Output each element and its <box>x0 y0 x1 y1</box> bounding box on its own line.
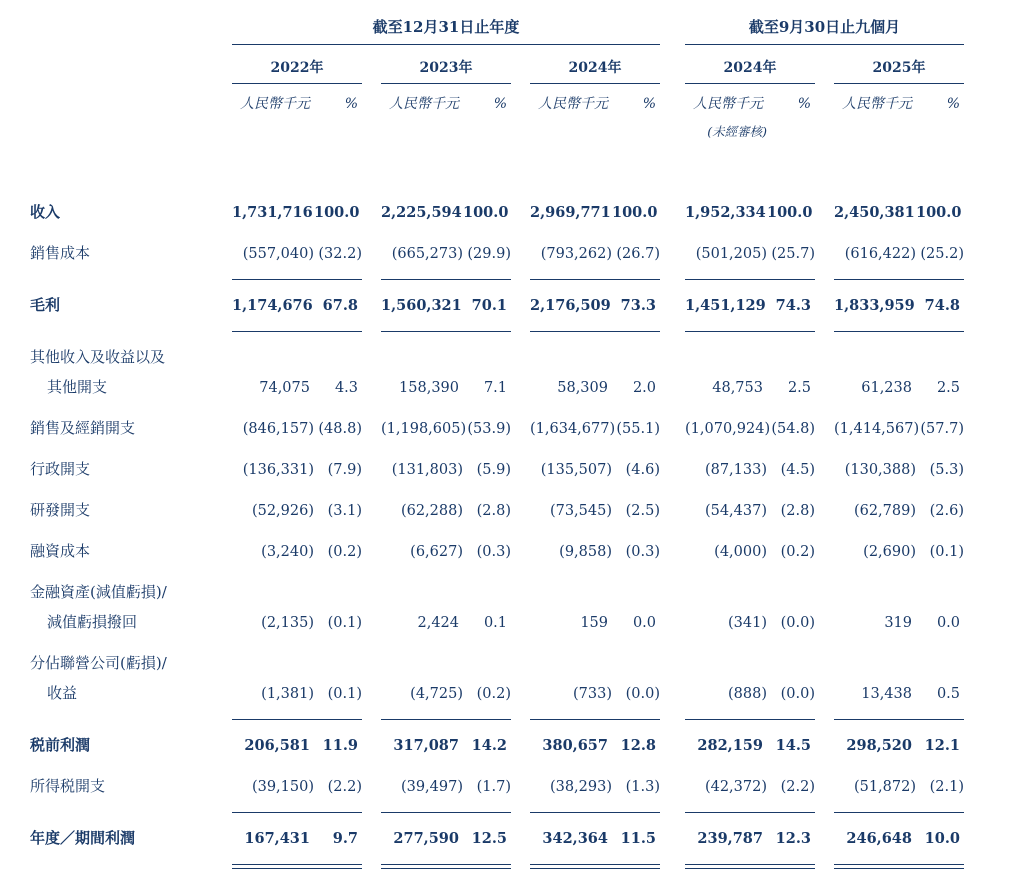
row-label: 分佔聯營公司(虧損)/ <box>30 654 167 672</box>
year-group <box>530 777 660 797</box>
percent-cell: (0.2) <box>327 544 362 560</box>
year-group <box>834 460 964 480</box>
row-label: 所得税開支 <box>30 777 106 795</box>
year-header-2023: 2023年 <box>381 45 511 84</box>
year-group <box>530 203 660 223</box>
double-rule-segment <box>834 864 964 869</box>
amount-cell: (665,273) <box>391 246 463 262</box>
table-row-finance-costs <box>30 531 999 572</box>
percent-cell: (0.0) <box>625 686 660 702</box>
amount-cell: 380,657 <box>542 737 608 754</box>
year-group <box>685 684 815 704</box>
amount-cell: (4,725) <box>410 686 463 702</box>
double-rule-segment <box>381 864 511 869</box>
year-group <box>685 613 815 633</box>
percent-cell: 74.3 <box>775 297 811 314</box>
year-group <box>232 829 362 849</box>
amount-cell: (3,240) <box>261 544 314 560</box>
amount-cell: (1,198,605) <box>381 421 467 437</box>
double-rule-segment <box>685 864 815 869</box>
percent-cell: 100.0 <box>767 204 813 221</box>
year-group <box>685 777 815 797</box>
percent-cell: (53.9) <box>467 421 511 437</box>
year-group <box>381 203 511 223</box>
double-rule-bottom <box>30 859 999 874</box>
rule-segment <box>685 812 815 813</box>
year-header-2025: 2025年 <box>834 45 964 84</box>
amount-cell: 167,431 <box>244 830 310 847</box>
rule-segment <box>232 719 362 720</box>
percent-cell: (1.7) <box>476 779 511 795</box>
amount-cell: 2,424 <box>417 615 459 631</box>
amount-cell: 277,590 <box>393 830 459 847</box>
row-label: 銷售及經銷開支 <box>30 419 136 437</box>
percent-cell: (48.8) <box>318 421 362 437</box>
table-row-other-income-label <box>30 337 999 367</box>
year-group <box>685 736 815 756</box>
amount-cell: (136,331) <box>242 462 314 478</box>
subheader-group <box>834 94 964 114</box>
amount-cell: 1,560,321 <box>381 297 462 314</box>
subheader-group <box>381 94 511 114</box>
percent-cell: (2.2) <box>780 779 815 795</box>
rule-segment <box>834 279 964 280</box>
year-group <box>381 736 511 756</box>
table-row-selling-distribution-expenses <box>30 408 999 449</box>
amount-cell: (62,789) <box>853 503 916 519</box>
year-group <box>834 501 964 521</box>
percent-cell: (25.2) <box>920 246 964 262</box>
amount-cell: 61,238 <box>861 380 912 396</box>
amount-cell: (1,381) <box>261 686 314 702</box>
percent-cell: 0.0 <box>632 615 656 631</box>
year-group <box>834 736 964 756</box>
table-row-cost-of-sales <box>30 233 999 274</box>
percent-cell: 67.8 <box>322 297 358 314</box>
amount-cell: 342,364 <box>542 830 608 847</box>
year-group <box>232 542 362 562</box>
amount-cell: 1,451,129 <box>685 297 766 314</box>
year-group <box>685 378 815 398</box>
amount-cell: (557,040) <box>242 246 314 262</box>
percent-cell: 100.0 <box>612 204 658 221</box>
amount-cell: (54,437) <box>704 503 767 519</box>
year-header-2022: 2022年 <box>232 45 362 84</box>
percent-cell: 11.5 <box>620 830 656 847</box>
amount-cell: 159 <box>580 615 608 631</box>
rule-segment <box>685 719 815 720</box>
percent-cell: (4.6) <box>625 462 660 478</box>
unit-label: 人民幣千元 <box>842 96 912 112</box>
amount-cell: 246,648 <box>846 830 912 847</box>
rule-segment <box>685 331 815 332</box>
percent-cell: 2.0 <box>632 380 656 396</box>
amount-cell: (39,497) <box>400 779 463 795</box>
amount-cell: 1,952,334 <box>685 204 766 221</box>
year-group <box>530 684 660 704</box>
percent-cell: (55.1) <box>616 421 660 437</box>
amount-cell: (2,690) <box>863 544 916 560</box>
table-row-rnd-expenses <box>30 490 999 531</box>
table-row-income-tax-expense <box>30 766 999 807</box>
year-group <box>834 296 964 316</box>
year-group <box>834 777 964 797</box>
percent-cell: (0.1) <box>929 544 964 560</box>
year-group <box>530 296 660 316</box>
percent-cell: (0.2) <box>780 544 815 560</box>
rule-segment <box>381 719 511 720</box>
amount-cell: (793,262) <box>540 246 612 262</box>
rule-segment <box>232 812 362 813</box>
amount-cell: 13,438 <box>861 686 912 702</box>
amount-cell: 239,787 <box>697 830 763 847</box>
percent-cell: 7.1 <box>483 380 507 396</box>
percent-cell: 12.3 <box>775 830 811 847</box>
rule-above-profit-before-tax <box>30 714 999 725</box>
year-group <box>834 613 964 633</box>
rule-segment <box>530 331 660 332</box>
amount-cell: (38,293) <box>549 779 612 795</box>
year-group <box>232 613 362 633</box>
amount-cell: 1,833,959 <box>834 297 915 314</box>
table-row-other-expenses <box>30 367 999 408</box>
table-row-profit-for-period <box>30 818 999 859</box>
year-group <box>232 736 362 756</box>
rule-segment <box>232 331 362 332</box>
percent-cell: (0.1) <box>327 686 362 702</box>
rule-segment <box>530 812 660 813</box>
amount-cell: (2,135) <box>261 615 314 631</box>
double-rule-segment <box>530 864 660 869</box>
rule-below-gross-profit <box>30 326 999 337</box>
year-group <box>530 736 660 756</box>
amount-cell: (42,372) <box>704 779 767 795</box>
year-group <box>232 501 362 521</box>
amount-cell: (135,507) <box>540 462 612 478</box>
percent-cell: (2.6) <box>929 503 964 519</box>
year-group <box>834 203 964 223</box>
amount-cell: 282,159 <box>697 737 763 754</box>
year-group <box>381 419 511 439</box>
rule-segment <box>834 719 964 720</box>
percent-cell: (57.7) <box>920 421 964 437</box>
column-subheader-row <box>30 84 999 142</box>
percent-cell: (2.1) <box>929 779 964 795</box>
row-label: 其他開支 <box>47 378 108 396</box>
unit-label: 人民幣千元 <box>538 96 608 112</box>
table-row-associates-gains <box>30 673 999 714</box>
unit-label: 人民幣千元 <box>389 96 459 112</box>
year-group <box>232 460 362 480</box>
amount-cell: 158,390 <box>399 380 459 396</box>
percent-cell: (5.3) <box>929 462 964 478</box>
amount-cell: 1,731,716 <box>232 204 313 221</box>
percent-cell: (5.9) <box>476 462 511 478</box>
year-group <box>232 684 362 704</box>
table-row-profit-before-tax <box>30 725 999 766</box>
amount-cell: (1,414,567) <box>834 421 920 437</box>
percent-cell: (2.5) <box>625 503 660 519</box>
percent-cell: (0.3) <box>476 544 511 560</box>
year-group <box>834 419 964 439</box>
year-group <box>381 501 511 521</box>
percent-cell: 74.8 <box>924 297 960 314</box>
percent-cell: 2.5 <box>787 380 811 396</box>
amount-cell: (62,288) <box>400 503 463 519</box>
percent-label: % <box>642 96 656 112</box>
amount-cell: (73,545) <box>549 503 612 519</box>
percent-label: % <box>946 96 960 112</box>
table-row-gross-profit <box>30 285 999 326</box>
percent-cell: 0.5 <box>936 686 960 702</box>
rule-segment <box>834 331 964 332</box>
percent-cell: (26.7) <box>616 246 660 262</box>
subheader-group <box>232 94 362 114</box>
row-label: 其他收入及收益以及 <box>30 348 166 366</box>
table-row-administrative-expenses <box>30 449 999 490</box>
amount-cell: 206,581 <box>244 737 310 754</box>
percent-cell: 14.2 <box>471 737 507 754</box>
amount-cell: 2,450,381 <box>834 204 915 221</box>
amount-cell: 2,969,771 <box>530 204 611 221</box>
year-group <box>381 460 511 480</box>
amount-cell: 1,174,676 <box>232 297 313 314</box>
year-group <box>530 542 660 562</box>
year-header-2024-nine-months: 2024年 <box>685 45 815 84</box>
amount-cell: 319 <box>884 615 912 631</box>
year-group <box>381 829 511 849</box>
year-group <box>381 684 511 704</box>
percent-cell: 12.8 <box>620 737 656 754</box>
year-header-row <box>30 45 999 84</box>
rule-segment <box>381 279 511 280</box>
amount-cell: (733) <box>573 686 612 702</box>
percent-cell: (0.3) <box>625 544 660 560</box>
percent-cell: 12.5 <box>471 830 507 847</box>
percent-cell: (0.0) <box>780 615 815 631</box>
row-label: 金融資產(減值虧損)/ <box>30 583 167 601</box>
year-group <box>530 378 660 398</box>
percent-cell: (32.2) <box>318 246 362 262</box>
amount-cell: (1,070,924) <box>685 421 771 437</box>
year-group <box>834 378 964 398</box>
year-group <box>381 244 511 264</box>
year-group <box>685 419 815 439</box>
percent-cell: (29.9) <box>467 246 511 262</box>
year-group <box>381 542 511 562</box>
period-header-row <box>30 16 999 45</box>
year-group <box>685 244 815 264</box>
percent-label: % <box>797 96 811 112</box>
rule-segment <box>381 812 511 813</box>
amount-cell: (87,133) <box>704 462 767 478</box>
year-group <box>381 613 511 633</box>
year-group <box>381 378 511 398</box>
percent-cell: (0.0) <box>780 686 815 702</box>
period-header-nine-months: 截至9月30日止九個月 <box>685 16 964 45</box>
year-group <box>381 777 511 797</box>
amount-cell: (888) <box>728 686 767 702</box>
amount-cell: (51,872) <box>853 779 916 795</box>
rule-segment <box>834 812 964 813</box>
percent-cell: 9.7 <box>332 830 358 847</box>
amount-cell: 298,520 <box>846 737 912 754</box>
year-group <box>530 460 660 480</box>
year-group <box>232 777 362 797</box>
amount-cell: (131,803) <box>391 462 463 478</box>
percent-cell: (2.8) <box>476 503 511 519</box>
amount-cell: (130,388) <box>844 462 916 478</box>
percent-cell: (25.7) <box>771 246 815 262</box>
percent-cell: 73.3 <box>620 297 656 314</box>
year-header-2024: 2024年 <box>530 45 660 84</box>
percent-cell: (2.2) <box>327 779 362 795</box>
year-group <box>834 829 964 849</box>
row-label: 銷售成本 <box>30 244 91 262</box>
percent-cell: 2.5 <box>936 380 960 396</box>
year-group <box>232 244 362 264</box>
percent-cell: 100.0 <box>314 204 360 221</box>
year-group <box>530 244 660 264</box>
amount-cell: 317,087 <box>393 737 459 754</box>
percent-cell: 0.0 <box>936 615 960 631</box>
row-label: 融資成本 <box>30 542 91 560</box>
row-label: 減值虧損撥回 <box>47 613 138 631</box>
percent-cell: 70.1 <box>471 297 507 314</box>
percent-cell: 4.3 <box>334 380 358 396</box>
percent-cell: 11.9 <box>322 737 358 754</box>
table-row-financial-assets-impairment-label <box>30 572 999 602</box>
percent-cell: (4.5) <box>780 462 815 478</box>
table-row-impairment-reversal <box>30 602 999 643</box>
year-group <box>685 203 815 223</box>
percent-cell: 10.0 <box>924 830 960 847</box>
amount-cell: 2,225,594 <box>381 204 462 221</box>
row-label: 收益 <box>47 684 78 702</box>
percent-cell: 100.0 <box>463 204 509 221</box>
year-group <box>232 203 362 223</box>
year-group <box>834 244 964 264</box>
row-label: 研發開支 <box>30 501 91 519</box>
percent-cell: (7.9) <box>327 462 362 478</box>
year-group <box>530 419 660 439</box>
year-group <box>530 501 660 521</box>
year-group <box>232 296 362 316</box>
amount-cell: 74,075 <box>259 380 310 396</box>
year-group <box>530 829 660 849</box>
percent-cell: (2.8) <box>780 503 815 519</box>
row-label: 毛利 <box>30 296 61 314</box>
subheader-amount-column <box>685 94 767 142</box>
period-header-annual: 截至12月31日止年度 <box>232 16 660 45</box>
percent-cell: 100.0 <box>916 204 962 221</box>
percent-cell: (0.1) <box>327 615 362 631</box>
amount-cell: (39,150) <box>251 779 314 795</box>
year-group <box>685 296 815 316</box>
unit-label: 人民幣千元 <box>693 96 763 112</box>
row-label: 收入 <box>30 203 61 221</box>
amount-cell: (9,858) <box>559 544 612 560</box>
amount-cell: (846,157) <box>242 421 314 437</box>
rule-segment <box>232 279 362 280</box>
double-rule-segment <box>232 864 362 869</box>
unit-label: 人民幣千元 <box>240 96 310 112</box>
year-group <box>232 378 362 398</box>
amount-cell: 2,176,509 <box>530 297 611 314</box>
year-group <box>685 542 815 562</box>
amount-cell: (6,627) <box>410 544 463 560</box>
row-label: 年度／期間利潤 <box>30 829 136 847</box>
amount-cell: (501,205) <box>695 246 767 262</box>
rule-segment <box>530 719 660 720</box>
year-group <box>834 684 964 704</box>
percent-cell: (3.1) <box>327 503 362 519</box>
percent-cell: 12.1 <box>924 737 960 754</box>
percent-cell: (1.3) <box>625 779 660 795</box>
year-group <box>685 829 815 849</box>
percent-cell: 0.1 <box>483 615 507 631</box>
percent-label: % <box>344 96 358 112</box>
subheader-group <box>530 94 660 114</box>
unaudited-note: (未經審核) <box>707 124 767 139</box>
amount-cell: (616,422) <box>844 246 916 262</box>
percent-cell: (54.8) <box>771 421 815 437</box>
rule-segment <box>530 279 660 280</box>
amount-cell: 58,309 <box>557 380 608 396</box>
rule-above-gross-profit <box>30 274 999 285</box>
percent-cell: (0.2) <box>476 686 511 702</box>
amount-cell: (341) <box>728 615 767 631</box>
year-group <box>232 419 362 439</box>
row-label: 行政開支 <box>30 460 91 478</box>
year-group <box>530 613 660 633</box>
table-row-share-of-associates-label <box>30 643 999 673</box>
amount-cell: (4,000) <box>714 544 767 560</box>
amount-cell: 48,753 <box>712 380 763 396</box>
row-label: 税前利潤 <box>30 736 91 754</box>
table-row-revenue <box>30 192 999 233</box>
year-group <box>834 542 964 562</box>
percent-label: % <box>493 96 507 112</box>
amount-cell: (52,926) <box>251 503 314 519</box>
year-group <box>685 460 815 480</box>
subheader-group <box>685 94 815 142</box>
year-group <box>685 501 815 521</box>
amount-cell: (1,634,677) <box>530 421 616 437</box>
rule-segment <box>381 331 511 332</box>
rule-above-profit-for-period <box>30 807 999 818</box>
rule-segment <box>685 279 815 280</box>
percent-cell: 14.5 <box>775 737 811 754</box>
year-group <box>381 296 511 316</box>
